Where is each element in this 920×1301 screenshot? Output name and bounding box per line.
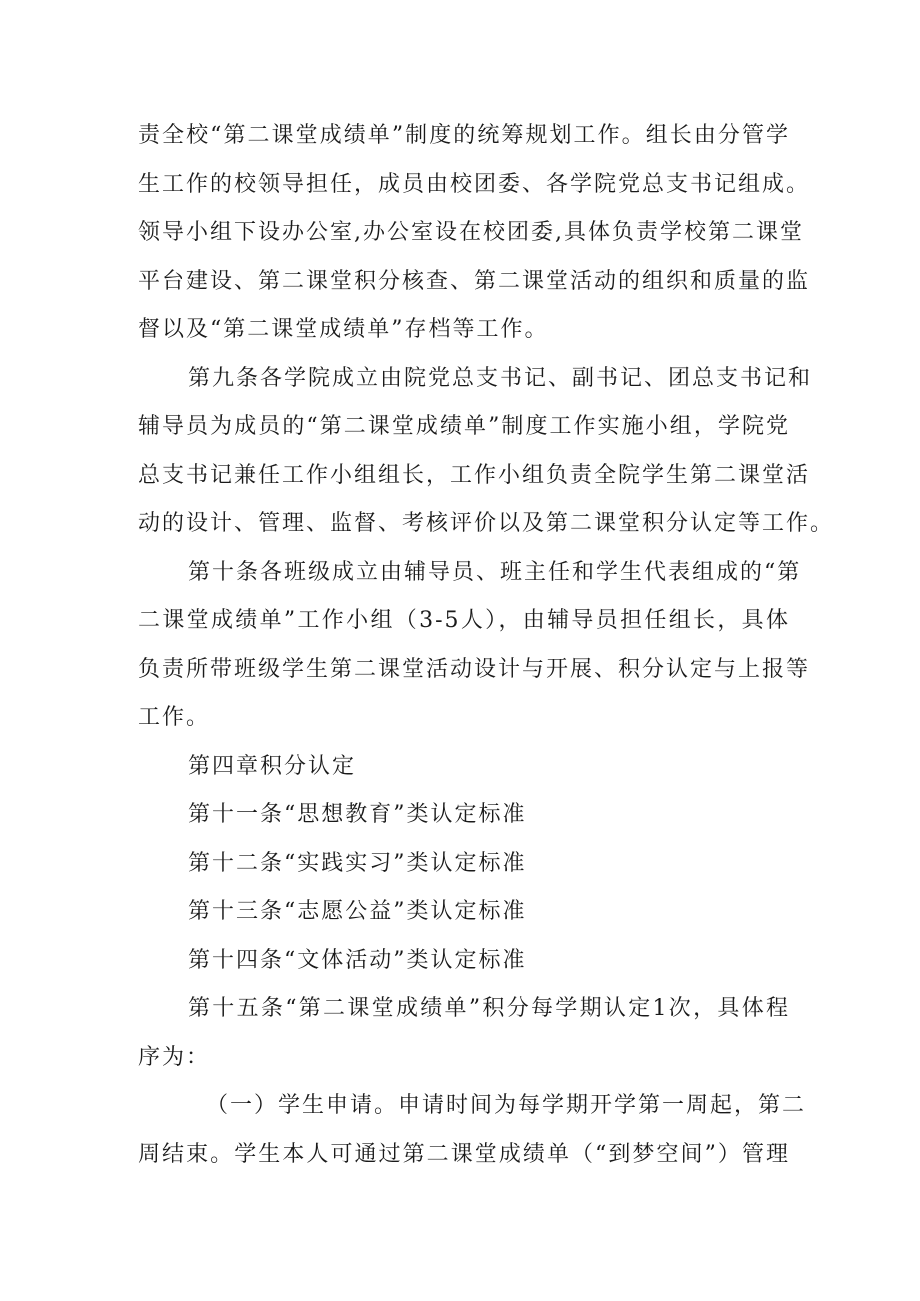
article-13-line: 第十三条“志愿公益”类认定标准 <box>188 899 527 924</box>
procedure-item-line: （一）学生申请。申请时间为每学期开学第一周起，第二 <box>206 1093 807 1118</box>
article-14-line: 第十四条“文体活动”类认定标准 <box>188 947 527 973</box>
text-line: 领导小组下设办公室,办公室设在校团委,具体负责学校第二课堂 <box>138 220 804 245</box>
text-line: 责全校“第二课堂成绩单”制度的统筹规划工作。组长由分管学 <box>138 123 790 148</box>
text-line: 周结束。学生本人可通过第二课堂成绩单（“到梦空间”）管理 <box>138 1141 790 1167</box>
text-line: 负责所带班级学生第二课堂活动设计与开展、积分认定与上报等 <box>138 656 811 682</box>
text-line: 序为： <box>138 1044 211 1070</box>
text-line: 工作。 <box>138 705 211 730</box>
text-line: 生工作的校领导担任，成员由校团委、各学院党总支书记组成。 <box>138 171 811 197</box>
text-line: 总支书记兼任工作小组组长，工作小组负责全院学生第二课堂活 <box>138 462 811 488</box>
text-line: 平台建设、第二课堂积分核查、第二课堂活动的组织和质量的监 <box>138 268 811 294</box>
article-12-line: 第十二条“实践实习”类认定标准 <box>188 850 527 876</box>
article-11-line: 第十一条“思想教育”类认定标准 <box>188 802 527 827</box>
article-10-line: 第十条各班级成立由辅导员、班主任和学生代表组成的“第 <box>188 559 802 585</box>
text-line: 二课堂成绩单”工作小组（3-5人），由辅导员担任组长，具体 <box>138 608 790 633</box>
article-9-line: 第九条各学院成立由院党总支书记、副书记、团总支书记和 <box>188 365 813 391</box>
document-body <box>138 112 835 1179</box>
chapter-heading: 第四章积分认定 <box>188 753 357 779</box>
text-line: 辅导员为成员的“第二课堂成绩单”制度工作实施小组，学院党 <box>138 414 790 439</box>
text-line: 督以及“第二课堂成绩单”存档等工作。 <box>138 317 549 342</box>
text-line: 动的设计、管理、监督、考核评价以及第二课堂积分认定等工作。 <box>138 511 835 536</box>
article-15-line: 第十五条“第二课堂成绩单”积分每学期认定1次，具体程 <box>188 996 790 1021</box>
